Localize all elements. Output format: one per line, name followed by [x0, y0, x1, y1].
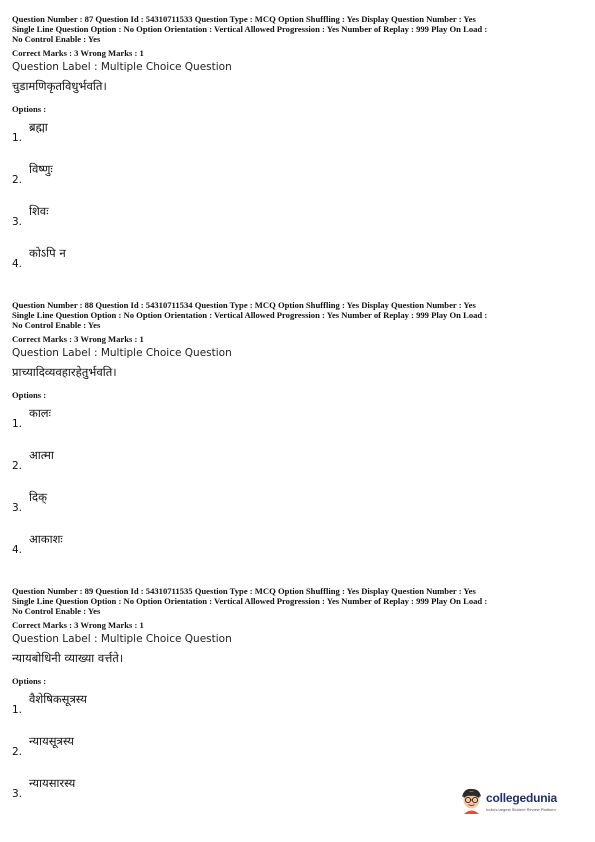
question-text: न्यायबोधिनी व्याख्या वर्त्तते। — [12, 651, 124, 665]
option-number: 1. — [12, 418, 23, 430]
option-text: ब्रह्मा — [29, 120, 48, 134]
option-number: 3. — [12, 788, 23, 800]
option-item[interactable] — [12, 156, 584, 198]
question-meta-line: Question Number : 88 Question Id : 54310711534 Question Type : MCQ Option Shuffling : Yes Display Question Number : Yes — [12, 300, 476, 310]
option-number: 2. — [12, 460, 23, 472]
option-text: विष्णुः — [29, 162, 53, 176]
option-number: 2. — [12, 746, 23, 758]
question-meta-line: No Control Enable : Yes — [12, 606, 101, 616]
options-heading: Options : — [12, 390, 47, 400]
student-mascot-icon — [458, 787, 484, 815]
option-number: 4. — [12, 258, 23, 270]
option-item[interactable] — [12, 240, 584, 282]
marks-line: Correct Marks : 3 Wrong Marks : 1 — [12, 334, 144, 344]
option-item[interactable] — [12, 442, 584, 484]
question-text: प्राच्यादिव्यवहारहेतुर्भवति। — [12, 365, 117, 379]
question-meta-line: Question Number : 89 Question Id : 54310711535 Question Type : MCQ Option Shuffling : Yes Display Question Number : Yes — [12, 586, 476, 596]
question-meta-line: Single Line Question Option : No Option Orientation : Vertical Allowed Progression : Yes Number of Replay : 999 Play On Load : — [12, 596, 488, 606]
option-text: न्यायसूत्रस्य — [29, 734, 74, 748]
option-item[interactable] — [12, 114, 584, 156]
option-text: आत्मा — [29, 448, 54, 462]
option-text: वैशेषिकसूत्रस्य — [29, 692, 87, 706]
option-text: शिवः — [29, 204, 49, 218]
option-item[interactable] — [12, 484, 584, 526]
options-heading: Options : — [12, 676, 47, 686]
option-text: दिक् — [29, 490, 47, 504]
question-text: चुडामणिकृतविधुर्भवति। — [12, 79, 107, 93]
option-number: 3. — [12, 502, 23, 514]
question-block-89 — [12, 586, 584, 812]
option-text: कालः — [29, 406, 51, 420]
question-meta-line: Single Line Question Option : No Option Orientation : Vertical Allowed Progression : Yes Number of Replay : 999 Play On Load : — [12, 310, 488, 320]
options-heading: Options : — [12, 104, 47, 114]
option-item[interactable] — [12, 728, 584, 770]
marks-line: Correct Marks : 3 Wrong Marks : 1 — [12, 48, 144, 58]
marks-line: Correct Marks : 3 Wrong Marks : 1 — [12, 620, 144, 630]
option-item[interactable] — [12, 526, 584, 568]
question-label: Question Label : Multiple Choice Question — [12, 61, 232, 73]
option-number: 3. — [12, 216, 23, 228]
collegedunia-logo — [458, 785, 570, 821]
question-label: Question Label : Multiple Choice Question — [12, 347, 232, 359]
question-meta-line: Question Number : 87 Question Id : 54310711533 Question Type : MCQ Option Shuffling : Yes Display Question Number : Yes — [12, 14, 476, 24]
option-number: 2. — [12, 174, 23, 186]
question-block-88 — [12, 300, 584, 568]
option-item[interactable] — [12, 686, 584, 728]
logo-wordmark: collegedunia — [486, 791, 557, 805]
option-item[interactable] — [12, 400, 584, 442]
option-number: 4. — [12, 544, 23, 556]
question-block-87 — [12, 14, 584, 282]
option-text: आकाशः — [29, 532, 63, 546]
option-number: 1. — [12, 704, 23, 716]
question-label: Question Label : Multiple Choice Question — [12, 633, 232, 645]
logo-tagline: India's largest Student Review Platform — [486, 807, 556, 812]
question-meta-line: Single Line Question Option : No Option Orientation : Vertical Allowed Progression : Yes Number of Replay : 999 Play On Load : — [12, 24, 488, 34]
option-number: 1. — [12, 132, 23, 144]
question-meta-line: No Control Enable : Yes — [12, 320, 101, 330]
option-text: न्यायसारस्य — [29, 776, 76, 790]
option-item[interactable] — [12, 198, 584, 240]
question-meta-line: No Control Enable : Yes — [12, 34, 101, 44]
option-text: कोऽपि न — [29, 246, 66, 260]
